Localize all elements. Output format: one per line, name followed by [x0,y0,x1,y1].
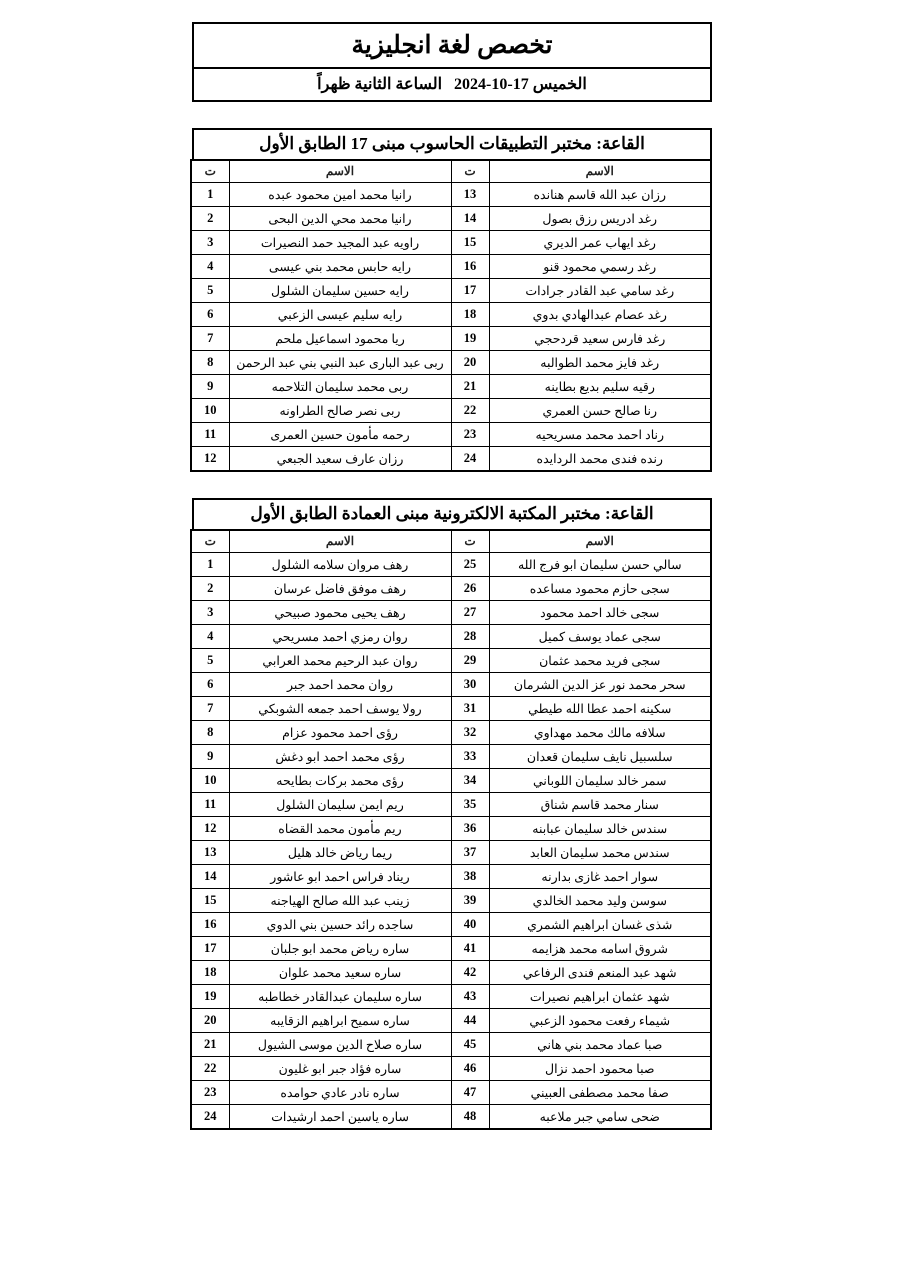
table-row [191,183,711,207]
table-row [191,985,711,1009]
student-name-right: روان عبد الرحيم محمد العرابي [229,649,451,673]
student-name-left: سجى فريد محمد عثمان [489,649,711,673]
student-number-right: 3 [191,231,229,255]
roster-table-2 [190,529,712,1130]
table-row [191,625,711,649]
student-name-left: شهد عبد المنعم فندى الرفاعي [489,961,711,985]
student-number-left: 34 [451,769,489,793]
student-number-right: 10 [191,399,229,423]
student-number-left: 16 [451,255,489,279]
student-number-right: 17 [191,937,229,961]
table-row [191,745,711,769]
student-number-left: 40 [451,913,489,937]
student-number-left: 35 [451,793,489,817]
table-row [191,673,711,697]
student-name-left: رنده فندى محمد الردايده [489,447,711,472]
table-row [191,577,711,601]
student-name-right: رهف يحيى محمود صبيحي [229,601,451,625]
student-number-right: 23 [191,1081,229,1105]
student-number-right: 1 [191,183,229,207]
student-number-right: 13 [191,841,229,865]
student-name-right: ريناد فراس احمد ابو عاشور [229,865,451,889]
student-number-left: 22 [451,399,489,423]
page-title: تخصص لغة انجليزية [194,24,710,69]
student-number-right: 2 [191,207,229,231]
student-number-left: 18 [451,303,489,327]
table-row [191,351,711,375]
student-name-right: رهف مروان سلامه الشلول [229,553,451,577]
column-header-name-left: الاسم [489,530,711,553]
student-name-left: رغد فارس سعيد قردحجي [489,327,711,351]
student-name-left: صبا محمود احمد نزال [489,1057,711,1081]
column-header-num-right: ت [191,530,229,553]
student-name-right: رزان عارف سعيد الجبعي [229,447,451,472]
column-header-name-left: الاسم [489,160,711,183]
student-name-right: ساره سليمان عبدالقادر خطاطبه [229,985,451,1009]
table-row [191,721,711,745]
table-header-row [191,530,711,553]
student-name-left: رغد رسمي محمود قنو [489,255,711,279]
student-number-right: 11 [191,423,229,447]
column-header-name-right: الاسم [229,160,451,183]
table-row [191,303,711,327]
student-number-right: 18 [191,961,229,985]
student-number-left: 28 [451,625,489,649]
student-number-right: 16 [191,913,229,937]
table-row [191,793,711,817]
student-name-right: رؤى محمد بركات بطايحه [229,769,451,793]
student-name-right: روان رمزي احمد مسريحي [229,625,451,649]
student-name-right: رايه حسين سليمان الشلول [229,279,451,303]
student-number-right: 4 [191,625,229,649]
student-name-right: ساره سميح ابراهيم الزقايبه [229,1009,451,1033]
exam-datetime [194,69,710,100]
table-row [191,697,711,721]
table-row [191,937,711,961]
student-name-left: سوار احمد غازى بدارنه [489,865,711,889]
table-row [191,865,711,889]
student-number-right: 9 [191,745,229,769]
student-number-left: 17 [451,279,489,303]
student-name-right: راويه عبد المجيد حمد النصيرات [229,231,451,255]
student-name-left: شروق اسامه محمد هزايمه [489,937,711,961]
student-number-right: 20 [191,1009,229,1033]
student-name-right: ربى محمد سليمان التلاحمه [229,375,451,399]
student-name-left: ضحى سامي جبر ملاعبه [489,1105,711,1130]
table-row [191,649,711,673]
student-number-right: 3 [191,601,229,625]
student-name-left: سجى خالد احمد محمود [489,601,711,625]
student-name-left: سكينه احمد عطا الله طيطي [489,697,711,721]
table-row [191,231,711,255]
student-number-left: 36 [451,817,489,841]
table-row [191,255,711,279]
student-number-right: 15 [191,889,229,913]
student-name-right: ربى عبد البارى عبد النبي بني عبد الرحمن [229,351,451,375]
student-name-right: رؤى محمد احمد ابو دغش [229,745,451,769]
student-name-right: رؤى احمد محمود عزام [229,721,451,745]
student-number-right: 7 [191,327,229,351]
table-row [191,913,711,937]
student-number-right: 5 [191,649,229,673]
student-name-left: سمر خالد سليمان اللوباني [489,769,711,793]
student-number-left: 38 [451,865,489,889]
table-row [191,1105,711,1130]
table-row [191,889,711,913]
student-name-right: ساره فؤاد جبر ابو غليون [229,1057,451,1081]
student-name-left: سلافه مالك محمد مهداوي [489,721,711,745]
student-name-right: رايه حابس محمد بني عيسى [229,255,451,279]
exam-time: الساعة الثانية ظهراً [317,76,443,93]
student-name-left: سالي حسن سليمان ابو فرج الله [489,553,711,577]
student-number-left: 15 [451,231,489,255]
student-number-right: 8 [191,721,229,745]
student-name-left: سجى عماد يوسف كميل [489,625,711,649]
student-number-left: 47 [451,1081,489,1105]
student-number-right: 11 [191,793,229,817]
student-number-left: 29 [451,649,489,673]
student-name-left: رنا صالح حسن العمري [489,399,711,423]
hall-block-2 [192,498,712,1130]
exam-day: الخميس [532,76,587,93]
student-number-left: 14 [451,207,489,231]
table-row [191,769,711,793]
student-number-right: 7 [191,697,229,721]
student-name-left: سندس خالد سليمان عبابنه [489,817,711,841]
student-name-right: ربى نصر صالح الطراونه [229,399,451,423]
column-header-num-right: ت [191,160,229,183]
roster-table-1 [190,159,712,472]
hall-title-1: القاعة: مختبر التطبيقات الحاسوب مبنى 17 الطابق الأول [192,128,712,159]
student-name-right: ساره رياض محمد ابو جلبان [229,937,451,961]
student-name-right: ريا محمود اسماعيل ملحم [229,327,451,351]
table-header-row [191,160,711,183]
student-name-left: رغد عصام عبدالهادي بدوي [489,303,711,327]
student-number-right: 12 [191,447,229,472]
student-number-right: 12 [191,817,229,841]
student-name-right: ريما رياض خالد هليل [229,841,451,865]
student-number-left: 27 [451,601,489,625]
student-name-right: ساره ياسين احمد ارشيدات [229,1105,451,1130]
student-number-left: 42 [451,961,489,985]
exam-date: 2024-10-17 [454,76,529,93]
student-name-left: سحر محمد نور عز الدين الشرمان [489,673,711,697]
student-name-right: رحمه مأمون حسين العمرى [229,423,451,447]
student-number-right: 24 [191,1105,229,1130]
student-name-right: ساره نادر عادي حوامده [229,1081,451,1105]
student-number-left: 24 [451,447,489,472]
student-name-left: رغد ايهاب عمر الديري [489,231,711,255]
table-row [191,207,711,231]
student-name-right: رانيا محمد امين محمود عبده [229,183,451,207]
student-number-right: 14 [191,865,229,889]
student-name-left: سنار محمد قاسم شناق [489,793,711,817]
table-row [191,553,711,577]
student-number-left: 21 [451,375,489,399]
student-name-left: رغد فايز محمد الطوالبه [489,351,711,375]
table-row [191,841,711,865]
student-name-left: رزان عبد الله قاسم هنانده [489,183,711,207]
student-name-left: شيماء رفعت محمود الزعبي [489,1009,711,1033]
student-number-right: 10 [191,769,229,793]
student-number-right: 21 [191,1033,229,1057]
table-row [191,601,711,625]
student-number-right: 19 [191,985,229,1009]
table-row [191,399,711,423]
student-number-left: 37 [451,841,489,865]
student-number-left: 20 [451,351,489,375]
table-row [191,1033,711,1057]
student-name-right: رولا يوسف احمد جمعه الشوبكي [229,697,451,721]
student-number-left: 43 [451,985,489,1009]
student-name-right: رانيا محمد محي الدين البحى [229,207,451,231]
student-number-right: 2 [191,577,229,601]
student-name-right: رهف موفق فاضل عرسان [229,577,451,601]
table-row [191,1009,711,1033]
student-name-right: ساره صلاح الدين موسى الشيول [229,1033,451,1057]
student-number-left: 48 [451,1105,489,1130]
hall-block-1 [192,128,712,472]
table-row [191,1081,711,1105]
table-row [191,961,711,985]
student-name-left: رغد سامي عبد القادر جرادات [489,279,711,303]
student-name-left: شهد عثمان ابراهيم نصيرات [489,985,711,1009]
student-name-left: شذى غسان ابراهيم الشمري [489,913,711,937]
student-number-left: 13 [451,183,489,207]
student-number-right: 6 [191,303,229,327]
student-number-left: 44 [451,1009,489,1033]
student-name-left: سوسن وليد محمد الخالدي [489,889,711,913]
student-number-left: 41 [451,937,489,961]
student-number-left: 23 [451,423,489,447]
column-header-num-left: ت [451,160,489,183]
student-name-left: رغد ادريس رزق بصول [489,207,711,231]
student-number-right: 6 [191,673,229,697]
student-name-left: سندس محمد سليمان العابد [489,841,711,865]
student-name-left: صبا عماد محمد بني هاني [489,1033,711,1057]
student-number-right: 4 [191,255,229,279]
student-number-right: 22 [191,1057,229,1081]
student-name-right: ساره سعيد محمد علوان [229,961,451,985]
student-number-left: 30 [451,673,489,697]
table-row [191,1057,711,1081]
student-number-left: 25 [451,553,489,577]
table-row [191,327,711,351]
table-row [191,279,711,303]
student-number-left: 39 [451,889,489,913]
page-bottom-margin [0,1130,904,1280]
student-number-left: 19 [451,327,489,351]
table-row [191,447,711,472]
student-name-left: سجى حازم محمود مساعده [489,577,711,601]
student-number-left: 45 [451,1033,489,1057]
column-header-name-right: الاسم [229,530,451,553]
student-name-right: رايه سليم عيسى الزعبي [229,303,451,327]
document-header [192,22,712,102]
student-number-right: 1 [191,553,229,577]
student-name-right: روان محمد احمد جبر [229,673,451,697]
student-name-right: زينب عبد الله صالح الهياجنه [229,889,451,913]
student-name-right: ريم مأمون محمد القضاه [229,817,451,841]
student-name-left: سلسبيل نايف سليمان قعدان [489,745,711,769]
student-number-left: 26 [451,577,489,601]
student-number-left: 33 [451,745,489,769]
student-number-left: 46 [451,1057,489,1081]
table-row [191,375,711,399]
hall-title-2: القاعة: مختبر المكتبة الالكترونية مبنى العمادة الطابق الأول [192,498,712,529]
column-header-num-left: ت [451,530,489,553]
student-name-right: ساجده رائد حسين بني الدوي [229,913,451,937]
student-number-right: 5 [191,279,229,303]
student-number-right: 8 [191,351,229,375]
table-row [191,423,711,447]
table-row [191,817,711,841]
student-number-left: 32 [451,721,489,745]
student-number-left: 31 [451,697,489,721]
student-name-left: رقيه سليم بديع بطاينه [489,375,711,399]
student-name-left: صفا محمد مصطفى العبيني [489,1081,711,1105]
student-number-right: 9 [191,375,229,399]
student-name-left: رناد احمد محمد مسريحيه [489,423,711,447]
student-name-right: ريم ايمن سليمان الشلول [229,793,451,817]
